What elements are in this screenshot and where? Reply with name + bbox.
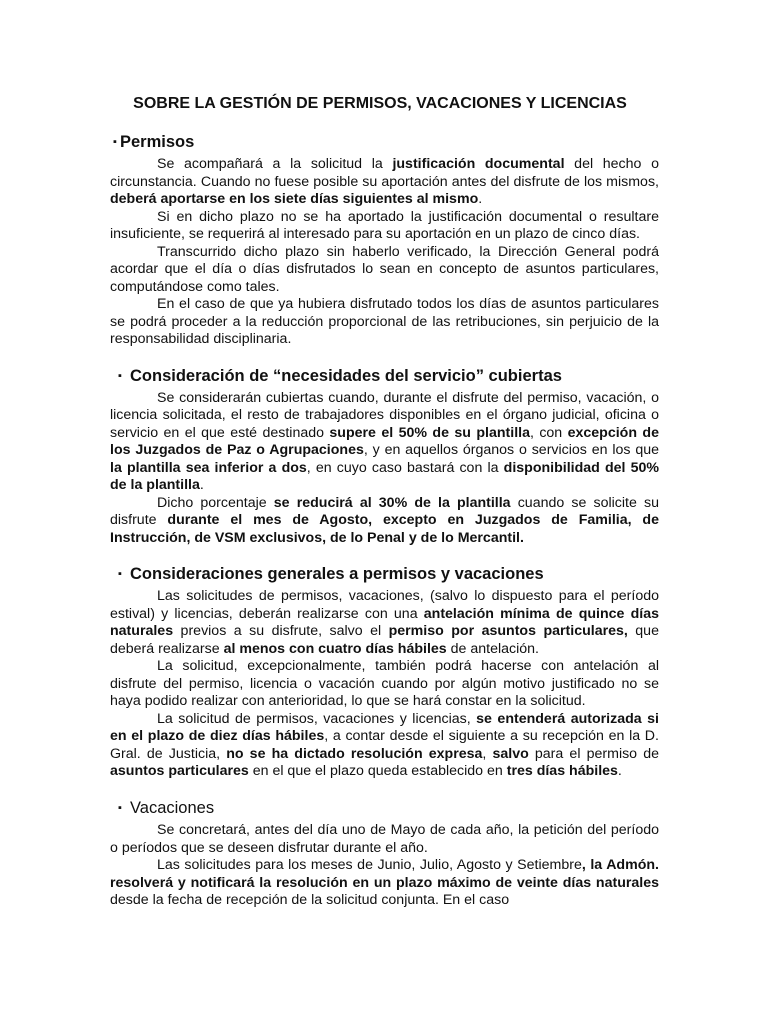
paragraph <box>110 658 659 711</box>
text-run: , a contar desde el siguiente a su recepción en la D. Gral. de Justicia, <box>110 728 659 762</box>
bold-text: justificación documental <box>392 156 565 173</box>
text-run: del hecho o circunstancia. Cuando no fuese posible su aportación antes del disfrute de los mismos, <box>110 156 659 190</box>
paragraph <box>110 822 659 857</box>
text-run: cuando se solicite su disfrute <box>110 494 659 529</box>
bold-text: deberá aportarse en los siete días siguientes al mismo <box>110 191 479 208</box>
paragraph <box>110 495 659 548</box>
bold-text: excepción de los Juzgados de Paz o Agrupaciones <box>110 424 659 459</box>
section-heading <box>110 565 659 584</box>
text-run: Las solicitudes para los meses de Junio, Julio, Agosto y Setiembre <box>157 857 582 874</box>
section-heading <box>110 133 659 152</box>
bold-text: se entenderá autorizada si en el plazo de diez días hábiles <box>110 710 659 745</box>
bold-text: asuntos particulares <box>110 763 249 780</box>
bold-text: disponibilidad del 50% de la plantilla <box>110 459 659 494</box>
bullet-icon: ▪ <box>118 568 122 581</box>
bold-text: salvo <box>492 745 529 762</box>
text-run: La solicitud, excepcionalmente, también podrá hacerse con antelación al disfrute del permiso, licencia o vacación cuando por algún motivo justificado no se haya podido realizar con anterioridad, lo que se hará constar en la solicitud. <box>110 658 659 710</box>
text-run: en el que el plazo queda establecido en <box>248 763 507 780</box>
text-run: . <box>199 477 204 494</box>
text-run: Dicho porcentaje <box>157 494 274 511</box>
section-heading-text: Permisos <box>120 133 195 151</box>
text-run: , y en aquellos órganos o servicios en los que <box>363 442 659 459</box>
section-heading-text: Vacaciones <box>130 798 215 817</box>
text-run: desde la fecha de recepción de la solicitud conjunta. En el caso <box>110 892 510 909</box>
text-run: En el caso de que ya hubiera disfrutado todos los días de asuntos particulares se podrá proceder a la reducción proporcional de las retribuciones, sin perjuicio de la responsabilidad disciplinaria. <box>110 296 659 348</box>
text-run: que deberá realizarse <box>110 623 659 657</box>
bullet-icon: ▪ <box>118 802 122 815</box>
text-run: Se acompañará a la solicitud la <box>157 156 393 173</box>
bold-text: supere el 50% de su plantilla <box>329 424 530 441</box>
bold-text: durante el mes de Agosto, excepto en Juzgados de Familia, de Instrucción, de VSM exclusivos, de lo Penal y de lo Mercantil. <box>110 512 659 546</box>
text-run: La solicitud de permisos, vacaciones y licencias, <box>157 710 477 727</box>
paragraph <box>110 156 659 209</box>
section-consideraciones-generales <box>110 565 659 781</box>
bullet-icon: ▪ <box>118 369 122 382</box>
text-run: Si en dicho plazo no se ha aportado la justificación documental o resultare insuficiente, se requerirá al interesado para su aportación en un plazo de cinco días. <box>110 208 659 243</box>
paragraph <box>110 857 659 910</box>
bold-text: antelación mínima de quince días naturales <box>110 605 659 640</box>
text-run: . <box>478 191 483 208</box>
paragraph <box>110 209 659 244</box>
section-permisos <box>110 133 659 349</box>
section-heading-text: Consideraciones generales a permisos y vacaciones <box>130 565 544 584</box>
text-run: , en cuyo caso bastará con la <box>306 459 504 476</box>
bold-text: tres días hábiles <box>506 763 618 780</box>
bold-text: al menos con cuatro días hábiles <box>223 640 447 657</box>
text-run: Se considerarán cubiertas cuando, durante el disfrute del permiso, vacación, o licencia solicitada, el resto de trabajadores disponibles en el órgano judicial, oficina o servicio en el que esté destinado <box>110 389 659 441</box>
text-run: para el permiso de <box>528 745 659 762</box>
section-necesidades-servicio <box>110 367 659 548</box>
bullet-icon: ▪ <box>113 136 117 149</box>
paragraph <box>110 588 659 658</box>
paragraph <box>110 296 659 349</box>
text-run: , con <box>529 424 568 441</box>
bold-text: , la Admón. resolverá y notificará la resolución en un plazo máximo de veinte días naturales <box>110 857 659 891</box>
bold-text: se reducirá al 30% de la plantilla <box>273 494 511 511</box>
section-vacaciones <box>110 799 659 910</box>
text-run: , <box>482 745 493 762</box>
text-run: . <box>617 763 622 780</box>
text-run: previos a su disfrute, salvo el <box>173 623 389 640</box>
paragraph <box>110 390 659 495</box>
text-run: Se concretará, antes del día uno de Mayo de cada año, la petición del período o períodos que se deseen disfrutar durante el año. <box>110 822 659 856</box>
section-heading <box>110 799 659 818</box>
bold-text: la plantilla sea inferior a dos <box>110 459 307 476</box>
bold-text: permiso por asuntos particulares, <box>388 623 628 640</box>
paragraph <box>110 711 659 781</box>
text-run: Transcurrido dicho plazo sin haberlo verificado, la Dirección General podrá acordar que el día o días disfrutados lo sean en concepto de asuntos particulares, computándose como tales. <box>110 243 659 295</box>
bold-text: no se ha dictado resolución expresa <box>226 745 483 762</box>
section-heading-text: Consideración de “necesidades del servicio” cubiertas <box>130 366 562 385</box>
paragraph <box>110 244 659 297</box>
document-body <box>110 133 659 910</box>
text-run: de antelación. <box>446 640 539 657</box>
document-title: SOBRE LA GESTIÓN DE PERMISOS, VACACIONES Y LICENCIAS <box>133 95 627 112</box>
section-heading <box>110 367 659 386</box>
text-run: Las solicitudes de permisos, vacaciones, (salvo lo dispuesto para el período estival) y licencias, deberán realizarse con una <box>110 588 659 622</box>
